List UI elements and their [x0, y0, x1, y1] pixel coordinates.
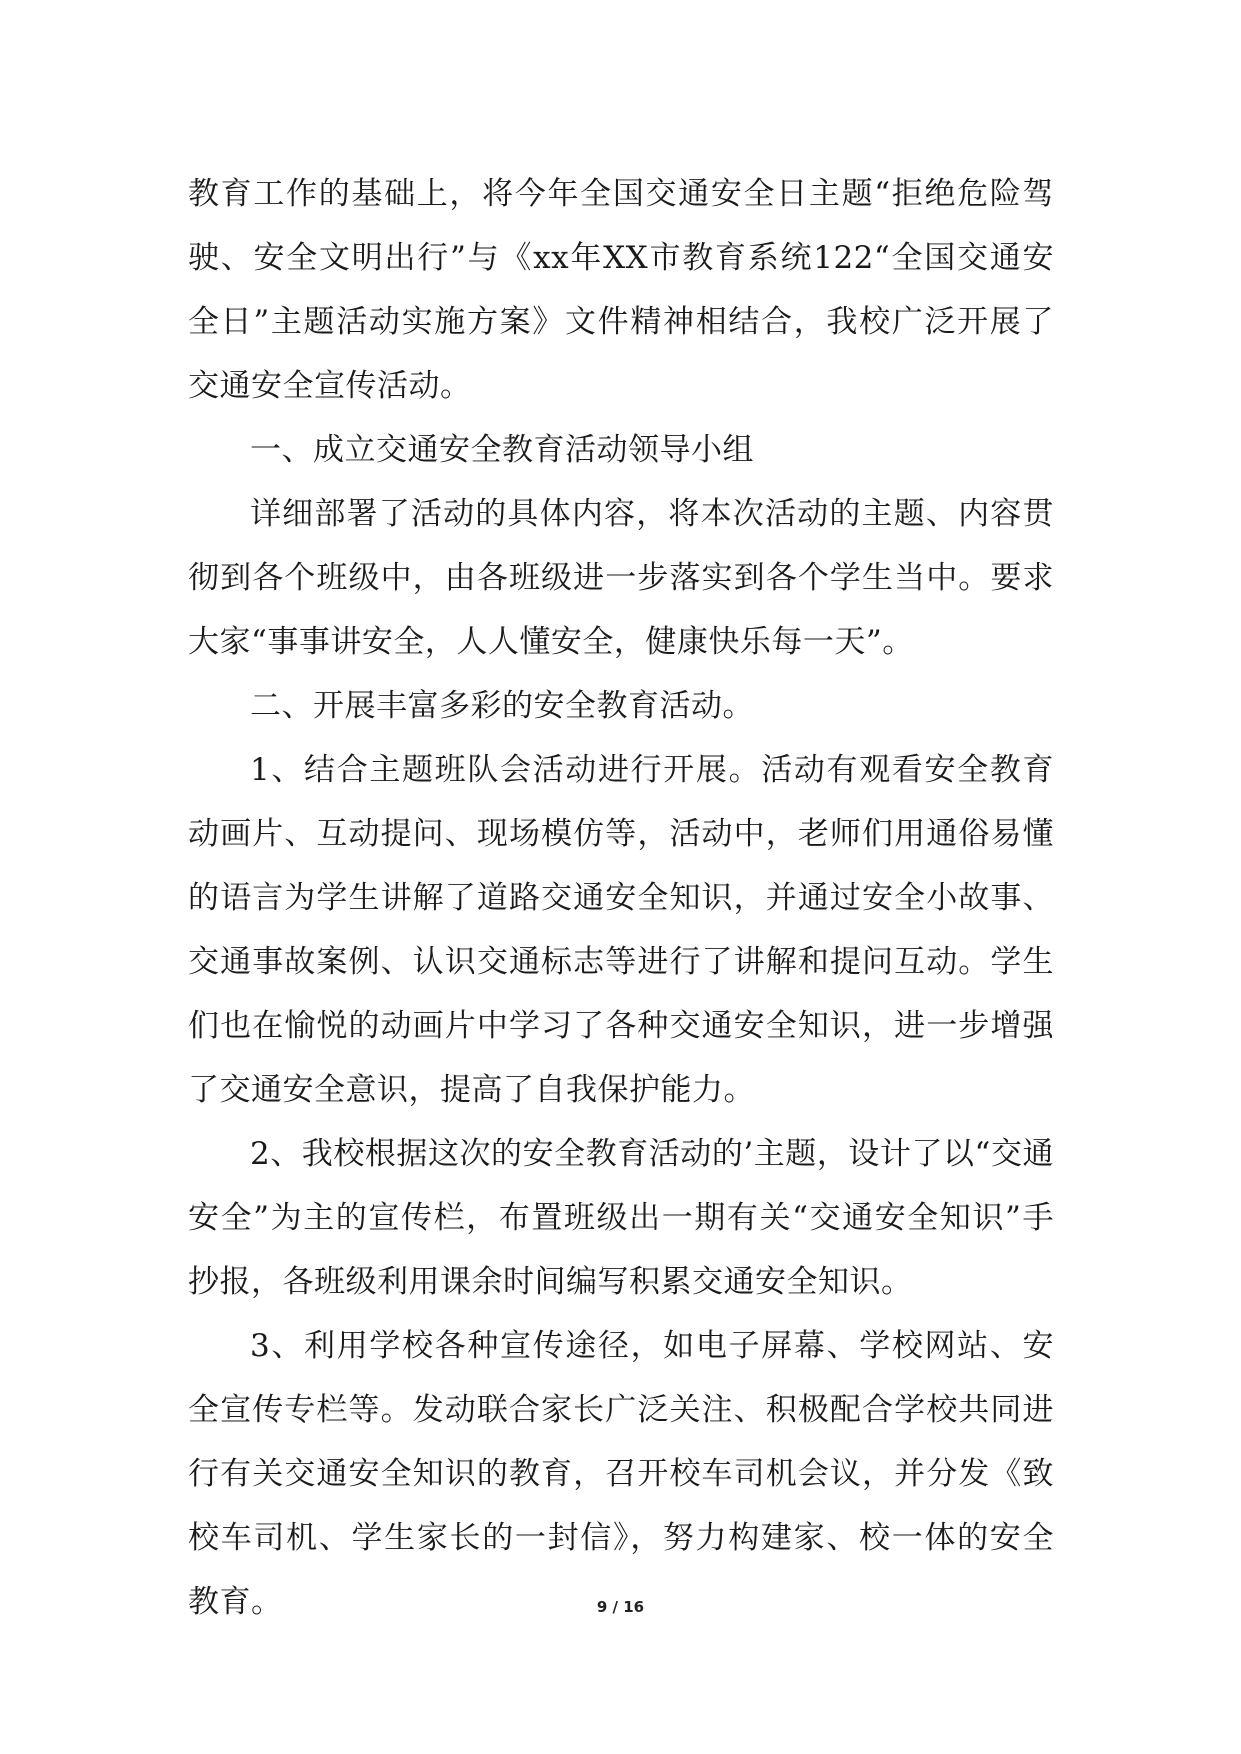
paragraph-deployment: 详细部署了活动的具体内容，将本次活动的主题、内容贯彻到各个班级中，由各班级进一步落实到各个学生当中。要求大家“事事讲安全，人人懂安全，健康快乐每一天”。 — [188, 496, 1054, 660]
paragraph-item-3: 3、利用学校各种宣传途径，如电子屏幕、学校网站、安全宣传专栏等。发动联合家长广泛关注、积极配合学校共同进行有关交通安全知识的教育，召开校车司机会议，并分发《致校车司机、学生家长的一封信》，努力构建家、校一体的安全教育。 — [188, 1328, 1054, 1620]
page-number: 9 / 16 — [596, 1598, 645, 1616]
section-heading-1: 一、成立交通安全教育活动领导小组 — [250, 432, 754, 468]
paragraph-intro: 教育工作的基础上，将今年全国交通安全日主题“拒绝危险驾驶、安全文明出行”与《xx年XX市教育系统122“全国交通安全日”主题活动实施方案》文件精神相结合，我校广泛开展了交通安全宣传活动。 — [188, 176, 1054, 404]
document-body — [188, 162, 1054, 1634]
section-heading-2: 二、开展丰富多彩的安全教育活动。 — [250, 688, 754, 724]
paragraph-item-1: 1、结合主题班队会活动进行开展。活动有观看安全教育动画片、互动提问、现场模仿等，活动中，老师们用通俗易懂的语言为学生讲解了道路交通安全知识，并通过安全小故事、交通事故案例、认识交通标志等进行了讲解和提问互动。学生们也在愉悦的动画片中学习了各种交通安全知识，进一步增强了交通安全意识，提高了自我保护能力。 — [188, 752, 1054, 1108]
paragraph-item-2: 2、我校根据这次的安全教育活动的’主题，设计了以“交通安全”为主的宣传栏，布置班级出一期有关“交通安全知识”手抄报，各班级利用课余时间编写积累交通安全知识。 — [188, 1136, 1054, 1300]
